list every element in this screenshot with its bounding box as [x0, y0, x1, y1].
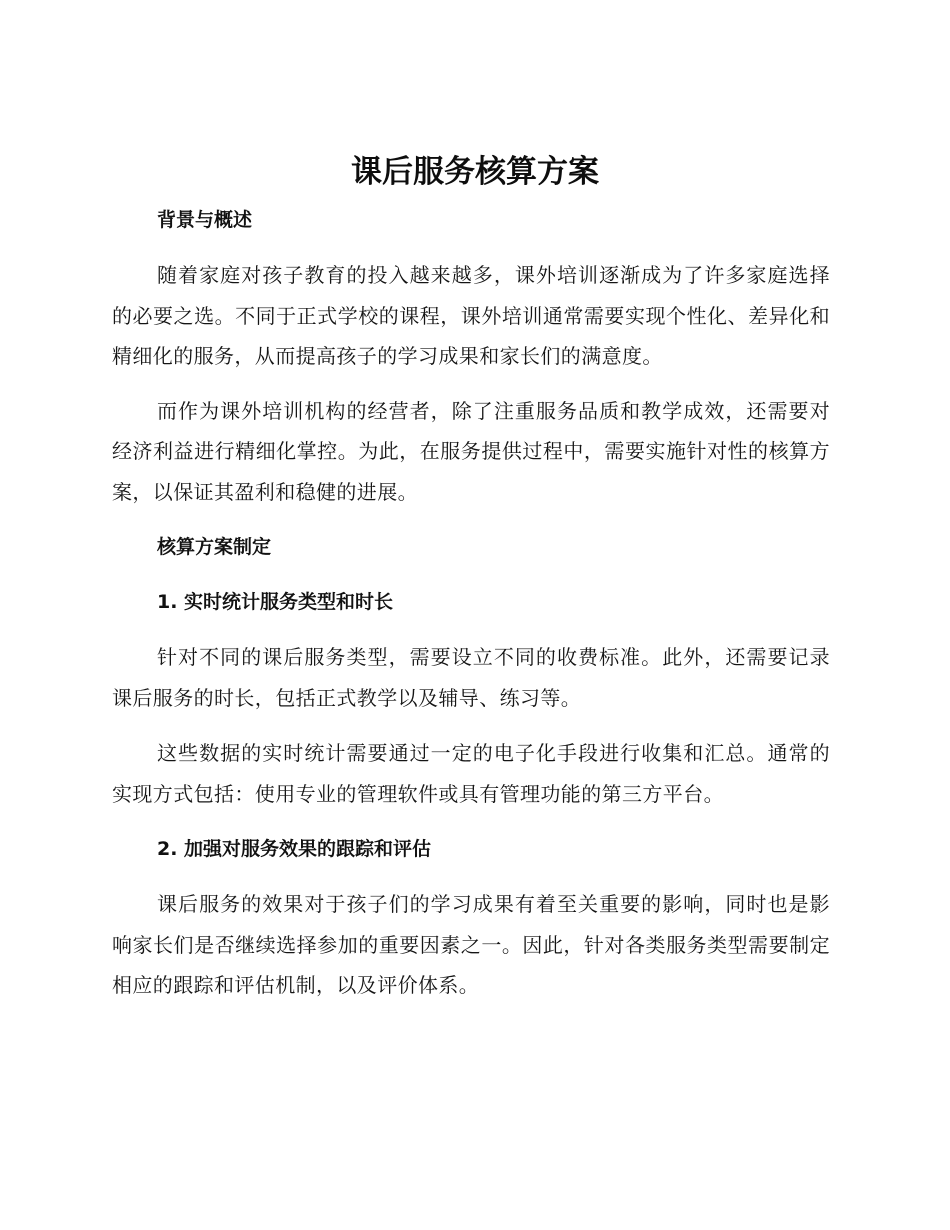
paragraph: 这些数据的实时统计需要通过一定的电子化手段进行收集和汇总。通常的实现方式包括：使用专业的管理软件或具有管理功能的第三方平台。 [112, 741, 830, 806]
section-heading-plan: 核算方案制定 [157, 536, 272, 558]
paragraph: 而作为课外培训机构的经营者，除了注重服务品质和教学成效，还需要对经济利益进行精细化掌控。为此，在服务提供过程中，需要实施针对性的核算方案，以保证其盈利和稳健的进展。 [112, 398, 830, 504]
subsection-heading-1: 1. 实时统计服务类型和时长 [157, 591, 394, 613]
paragraph: 针对不同的课后服务类型，需要设立不同的收费标准。此外，还需要记录课后服务的时长，包括正式教学以及辅导、练习等。 [112, 645, 830, 710]
document-body [112, 200, 830, 1006]
subsection-heading-2: 2. 加强对服务效果的跟踪和评估 [157, 838, 432, 860]
paragraph: 随着家庭对孩子教育的投入越来越多，课外培训逐渐成为了许多家庭选择的必要之选。不同于正式学校的课程，课外培训通常需要实现个性化、差异化和精细化的服务，从而提高孩子的学习成果和家长们的满意度。 [112, 263, 830, 368]
document-title: 课后服务核算方案 [351, 154, 599, 190]
paragraph: 课后服务的效果对于孩子们的学习成果有着至关重要的影响，同时也是影响家长们是否继续选择参加的重要因素之一。因此，针对各类服务类型需要制定相应的跟踪和评估机制，以及评价体系。 [112, 892, 830, 997]
section-heading-background: 背景与概述 [157, 209, 253, 231]
